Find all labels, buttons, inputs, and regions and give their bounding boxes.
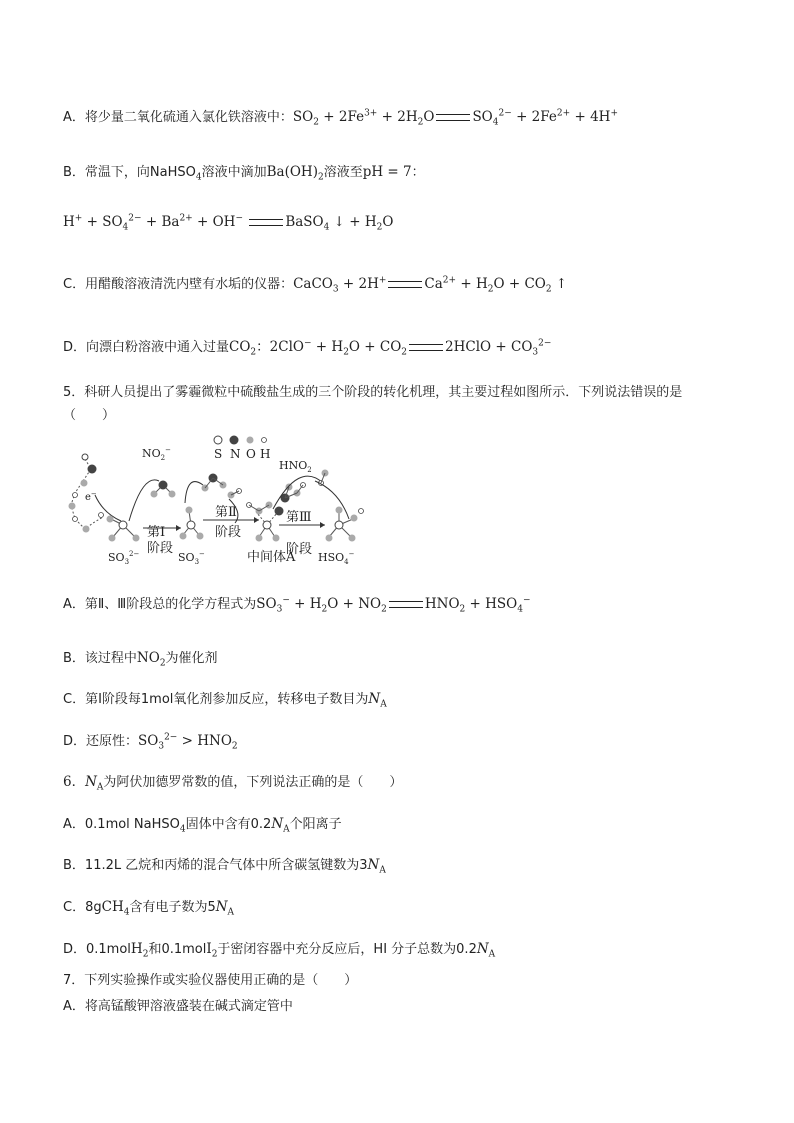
q5-option-d: D．还原性：$SO_3^{2-} > HNO_2$	[63, 732, 238, 752]
q6-option-c: C．8gCH$_4$含有电子数为$5N_A$	[63, 899, 235, 918]
q4-option-a: A．将少量二氧化硫通入氯化铁溶液中：$SO_2 + 2Fe^{3+} + 2H_2O$ $SO_4^{2-} + 2Fe^{2+} + 4H^+$	[63, 108, 618, 128]
q7-stem: 7．下列实验操作或实验仪器使用正确的是（ ）	[63, 973, 358, 988]
stage1-label: 第Ⅰ	[147, 525, 166, 540]
so3-2minus-label: $SO_3^{2-}$	[108, 550, 140, 566]
stage2-sublabel: 阶段	[215, 525, 242, 540]
q6-option-b: B．11.2L 乙烷和丙烯的混合气体中所含碳氢键数为$3N_A$	[63, 857, 386, 876]
q7-option-a: A．将高锰酸钾溶液盛装在碱式滴定管中	[63, 999, 293, 1014]
q4-option-c: C．用醋酸溶液清洗内壁有水垢的仪器：CaCO$_3$ + 2H+ $Ca^{2+} + H_2O + CO_2$ ↑	[63, 275, 568, 295]
q5-option-c: C．第Ⅰ阶段每1mol氧化剂参加反应，转移电子数目为$N_A$	[63, 691, 387, 710]
q6-option-a: A．0.1mol NaHSO$_4$固体中含有$0.2N_A$个阳离子	[63, 816, 342, 835]
stage3-sublabel: 阶段	[286, 542, 313, 557]
so3-minus-label: $SO_3^-$	[178, 550, 205, 566]
hso4-label: $HSO_4^-$	[318, 550, 355, 566]
q6-stem: 6．$N_A$为阿伏加德罗常数的值，下列说法正确的是（ ）	[63, 774, 403, 793]
q5-stem-blank: （ ）	[63, 408, 116, 423]
stage2-label: 第Ⅱ	[215, 505, 237, 520]
electron-label: e−	[85, 490, 97, 503]
sulfate-mechanism-diagram	[63, 433, 368, 571]
stage3-label: 第Ⅲ	[286, 510, 312, 525]
no2minus-label: $NO_2^-$	[142, 446, 171, 462]
legend-n: N	[230, 447, 241, 461]
hso4-molecule	[326, 507, 364, 542]
intermediate-a-label: 中间体A	[247, 550, 296, 565]
legend-s: S	[214, 447, 223, 461]
legend-o: O	[246, 447, 256, 461]
legend	[214, 436, 270, 462]
legend-h: H	[260, 447, 271, 461]
so3-2minus-molecule	[107, 516, 140, 542]
q6-option-d: D．0.1molH$_2$和0.1molI$_2$于密闭容器中充分反应后，HI 分子总数为$0.2N_A$	[63, 941, 496, 960]
q4-option-d: D．向漂白粉溶液中通入过量$CO_2$：$2ClO^- + H_2O + CO_2$ 2HClO + $CO_3^{2-}$	[63, 338, 552, 358]
so3-minus-molecule	[180, 507, 204, 540]
hno2-label: $HNO_2$	[279, 459, 312, 474]
q5-stem: 5．科研人员提出了雾霾微粒中硫酸盐生成的三个阶段的转化机理，其主要过程如图所示．下列说法错误的是	[63, 385, 683, 400]
q5-option-a: A．第Ⅱ、Ⅲ阶段总的化学方程式为$SO_3^- + H_2O + NO_2$ $HNO_2 + HSO_4^-$	[63, 595, 531, 615]
stage1-sublabel: 阶段	[147, 541, 174, 556]
intermediate-a-molecule	[247, 502, 284, 542]
q4-option-b-equation: $H^+ + SO_4^{2-} + Ba^{2+} + OH^-$ BaSO$_4$ ↓ + $H_2O$	[63, 213, 394, 233]
q5-option-b: B．该过程中$NO_2$为催化剂	[63, 650, 218, 669]
q4-option-b: B．常温下，向NaHSO$_4$溶液中滴加$Ba(OH)_2$溶液至pH = 7：	[63, 164, 425, 183]
